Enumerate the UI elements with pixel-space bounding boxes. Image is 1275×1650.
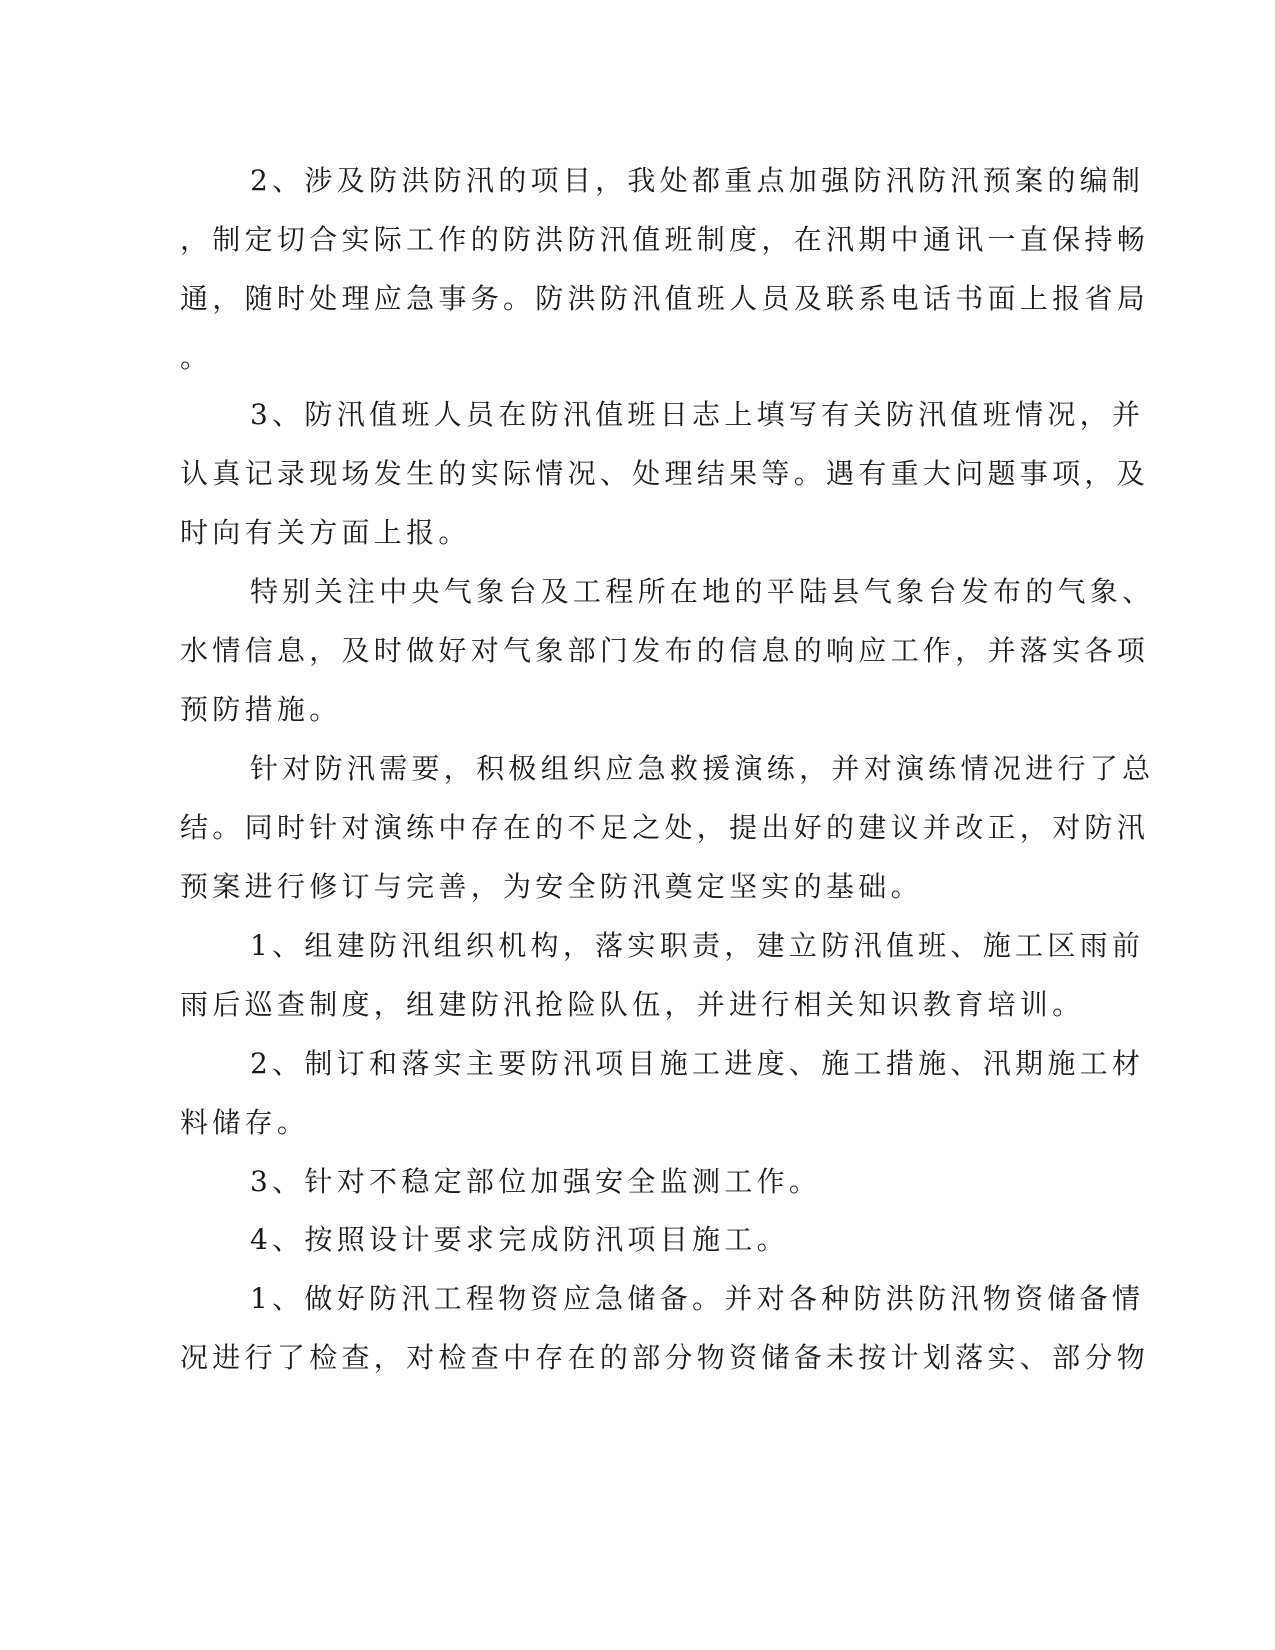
- text-line: 2、涉及防洪防汛的项目，我处都重点加强防汛防汛预案的编制: [250, 164, 1145, 197]
- text-line: 2、制订和落实主要防汛项目施工进度、施工措施、汛期施工材: [250, 1047, 1145, 1080]
- text-line: 1、做好防汛工程物资应急储备。并对各种防洪防汛物资储备情: [250, 1282, 1145, 1315]
- text-line: 通，随时处理应急事务。防洪防汛值班人员及联系电话书面上报省局: [180, 282, 1150, 315]
- text-line: 特别关注中央气象台及工程所在地的平陆县气象台发布的气象、: [250, 575, 1155, 608]
- text-line: 预防措施。: [180, 693, 342, 726]
- text-line: 料储存。: [180, 1106, 310, 1139]
- text-line: 水情信息，及时做好对气象部门发布的信息的响应工作，并落实各项: [180, 634, 1150, 667]
- text-line: 认真记录现场发生的实际情况、处理结果等。遇有重大问题事项，及: [180, 457, 1150, 490]
- text-line: 3、针对不稳定部位加强安全监测工作。: [250, 1165, 822, 1198]
- text-line: 。: [180, 341, 213, 374]
- text-line: 结。同时针对演练中存在的不足之处，提出好的建议并改正，对防汛: [180, 811, 1150, 844]
- text-line: 时向有关方面上报。: [180, 516, 471, 549]
- text-line: 预案进行修订与完善，为安全防汛奠定坚实的基础。: [180, 870, 923, 903]
- text-line: 针对防汛需要，积极组织应急救援演练，并对演练情况进行了总: [250, 752, 1155, 785]
- text-line: 雨后巡查制度，组建防汛抢险队伍，并进行相关知识教育培训。: [180, 988, 1085, 1021]
- text-line: ，制定切合实际工作的防洪防汛值班制度，在汛期中通讯一直保持畅: [180, 223, 1150, 256]
- text-line: 4、按照设计要求完成防汛项目施工。: [250, 1223, 789, 1256]
- text-line: 况进行了检查，对检查中存在的部分物资储备未按计划落实、部分物: [180, 1341, 1150, 1374]
- text-line: 3、防汛值班人员在防汛值班日志上填写有关防汛值班情况，并: [250, 398, 1145, 431]
- text-line: 1、组建防汛组织机构，落实职责，建立防汛值班、施工区雨前: [250, 929, 1145, 962]
